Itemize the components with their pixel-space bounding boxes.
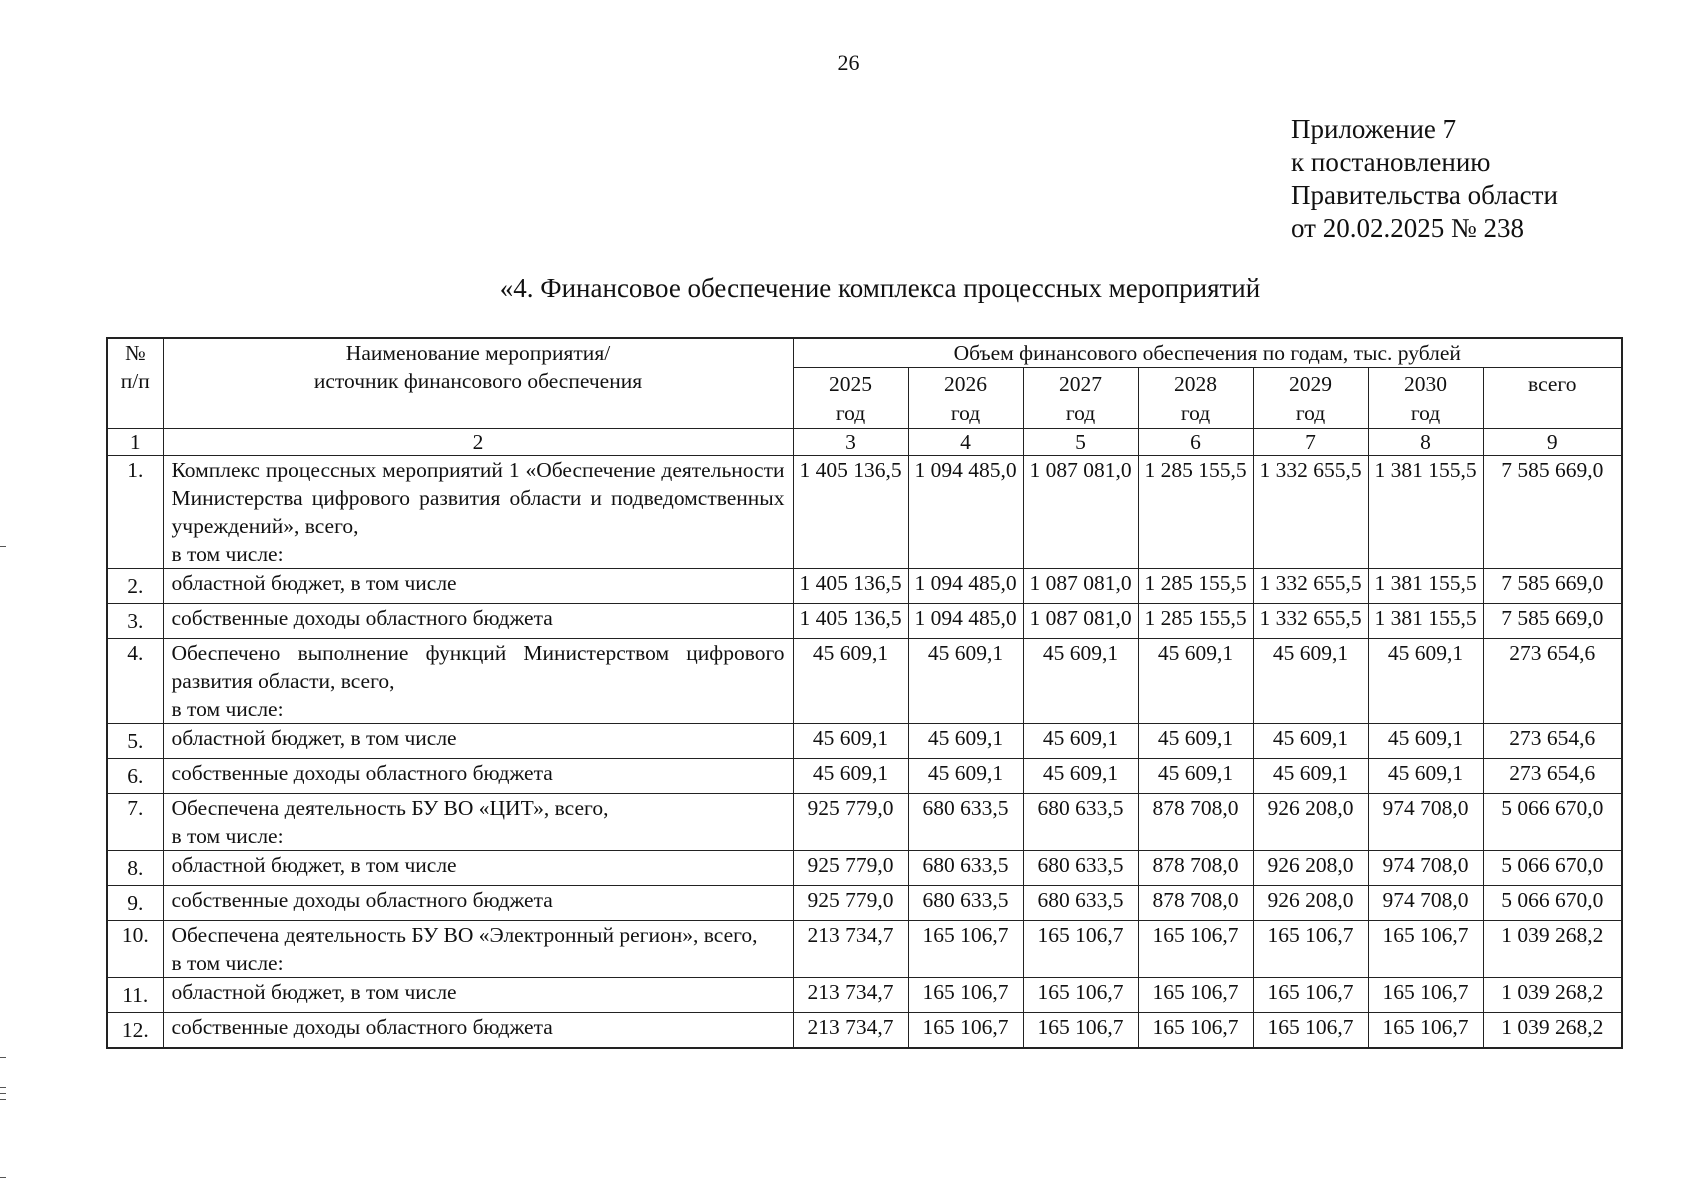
row-year-value: 165 106,7	[908, 978, 1023, 1013]
column-index: 7	[1253, 429, 1368, 456]
table-body	[107, 456, 1622, 1049]
row-name-cell	[163, 978, 793, 1013]
row-year-value: 1 087 081,0	[1023, 569, 1138, 604]
row-year-value: 45 609,1	[1368, 639, 1483, 724]
row-name-cell	[163, 794, 793, 851]
column-index: 1	[107, 429, 163, 456]
row-year-value: 165 106,7	[1253, 921, 1368, 978]
row-year-value: 165 106,7	[908, 1013, 1023, 1049]
row-year-value: 925 779,0	[793, 886, 908, 921]
margin-mark	[0, 1099, 6, 1100]
row-year-value: 165 106,7	[1368, 978, 1483, 1013]
row-year-value: 1 332 655,5	[1253, 456, 1368, 569]
header-num	[107, 338, 163, 429]
year-suffix: год	[1295, 401, 1326, 425]
row-total: 273 654,6	[1483, 724, 1622, 759]
row-number: 1.	[107, 456, 163, 569]
row-name-cell	[163, 639, 793, 724]
row-year-value: 45 609,1	[908, 639, 1023, 724]
row-year-value: 680 633,5	[1023, 851, 1138, 886]
appendix-line: Приложение 7	[1291, 114, 1457, 144]
row-year-value: 680 633,5	[908, 851, 1023, 886]
row-total: 7 585 669,0	[1483, 569, 1622, 604]
table-row	[107, 1013, 1622, 1049]
row-name-cell	[163, 1013, 793, 1049]
row-year-value: 45 609,1	[908, 724, 1023, 759]
row-year-value: 680 633,5	[1023, 794, 1138, 851]
row-total: 7 585 669,0	[1483, 456, 1622, 569]
row-year-value: 1 285 155,5	[1138, 604, 1253, 639]
row-number: 12.	[107, 1013, 163, 1049]
appendix-line: к постановлению	[1291, 147, 1491, 177]
row-year-value: 926 208,0	[1253, 794, 1368, 851]
row-total: 5 066 670,0	[1483, 851, 1622, 886]
column-index: 4	[908, 429, 1023, 456]
document-title: «4. Финансовое обеспечение комплекса процессных мероприятий	[499, 273, 1261, 303]
row-name: собственные доходы областного бюджета	[171, 1015, 553, 1039]
row-name: собственные доходы областного бюджета	[171, 761, 553, 785]
row-number: 5.	[107, 724, 163, 759]
header-year	[1253, 368, 1368, 429]
appendix-line: от 20.02.2025 № 238	[1291, 213, 1524, 243]
row-year-value: 45 609,1	[1253, 759, 1368, 794]
year-value: 2026	[944, 372, 987, 396]
margin-mark	[0, 1093, 6, 1094]
header-name-line2: источник финансового обеспечения	[313, 369, 643, 393]
margin-mark	[0, 1177, 6, 1178]
row-year-value: 1 381 155,5	[1368, 569, 1483, 604]
row-name: Обеспечена деятельность БУ ВО «Электронный регион», всего,	[171, 923, 758, 947]
year-value: 2029	[1289, 372, 1332, 396]
row-year-value: 1 405 136,5	[793, 604, 908, 639]
row-year-value: 1 285 155,5	[1138, 456, 1253, 569]
table-row	[107, 851, 1622, 886]
header-total: всего	[1483, 368, 1622, 429]
row-year-value: 165 106,7	[1253, 978, 1368, 1013]
row-year-value: 165 106,7	[1253, 1013, 1368, 1049]
column-index: 3	[793, 429, 908, 456]
row-total: 1 039 268,2	[1483, 978, 1622, 1013]
row-year-value: 165 106,7	[1368, 1013, 1483, 1049]
row-year-value: 165 106,7	[1368, 921, 1483, 978]
row-year-value: 45 609,1	[1138, 724, 1253, 759]
row-year-value: 1 332 655,5	[1253, 569, 1368, 604]
row-year-value: 926 208,0	[1253, 886, 1368, 921]
row-name: областной бюджет, в том числе	[171, 980, 457, 1004]
row-name-cell	[163, 604, 793, 639]
page-number: 26	[837, 50, 860, 75]
row-number: 10.	[107, 921, 163, 978]
margin-mark	[0, 1087, 6, 1088]
row-name: собственные доходы областного бюджета	[171, 888, 553, 912]
row-year-value: 45 609,1	[908, 759, 1023, 794]
row-number: 4.	[107, 639, 163, 724]
row-year-value: 1 405 136,5	[793, 456, 908, 569]
table-row	[107, 724, 1622, 759]
row-total: 273 654,6	[1483, 639, 1622, 724]
row-year-value: 1 285 155,5	[1138, 569, 1253, 604]
row-year-value: 45 609,1	[1023, 759, 1138, 794]
table-row	[107, 604, 1622, 639]
row-name: Обеспечена деятельность БУ ВО «ЦИТ», всего,	[171, 796, 609, 820]
row-year-value: 45 609,1	[1138, 639, 1253, 724]
row-year-value: 1 087 081,0	[1023, 456, 1138, 569]
row-name-cell	[163, 569, 793, 604]
header-year	[908, 368, 1023, 429]
row-number: 6.	[107, 759, 163, 794]
row-total: 1 039 268,2	[1483, 1013, 1622, 1049]
row-year-value: 974 708,0	[1368, 886, 1483, 921]
row-year-value: 1 094 485,0	[908, 456, 1023, 569]
row-year-value: 878 708,0	[1138, 886, 1253, 921]
header-name	[163, 338, 793, 429]
column-index: 8	[1368, 429, 1483, 456]
row-total: 5 066 670,0	[1483, 886, 1622, 921]
row-year-value: 165 106,7	[1023, 921, 1138, 978]
table-row	[107, 921, 1622, 978]
table-row	[107, 794, 1622, 851]
row-subtitle: в том числе:	[171, 824, 284, 848]
column-index: 5	[1023, 429, 1138, 456]
header-row	[107, 338, 1622, 368]
row-name: собственные доходы областного бюджета	[171, 606, 553, 630]
row-subtitle: в том числе:	[171, 697, 284, 721]
appendix-line: Правительства области	[1291, 180, 1558, 210]
financing-table	[106, 337, 1623, 1049]
table-row	[107, 886, 1622, 921]
row-number: 8.	[107, 851, 163, 886]
row-name-cell	[163, 759, 793, 794]
row-total: 5 066 670,0	[1483, 794, 1622, 851]
row-year-value: 45 609,1	[1253, 639, 1368, 724]
row-year-value: 213 734,7	[793, 921, 908, 978]
row-year-value: 1 381 155,5	[1368, 456, 1483, 569]
row-year-value: 878 708,0	[1138, 851, 1253, 886]
header-year	[1368, 368, 1483, 429]
header-num-line1: №	[124, 341, 146, 365]
header-name-line1: Наименование мероприятия/	[345, 341, 611, 365]
row-year-value: 165 106,7	[1023, 978, 1138, 1013]
row-name-cell	[163, 921, 793, 978]
margin-mark	[0, 1057, 6, 1058]
header-year	[1023, 368, 1138, 429]
year-value: 2030	[1404, 372, 1447, 396]
row-year-value: 974 708,0	[1368, 794, 1483, 851]
row-name: областной бюджет, в том числе	[171, 853, 457, 877]
year-value: 2028	[1174, 372, 1217, 396]
row-year-value: 45 609,1	[1023, 724, 1138, 759]
year-value: 2025	[829, 372, 872, 396]
row-year-value: 1 087 081,0	[1023, 604, 1138, 639]
row-number: 3.	[107, 604, 163, 639]
row-year-value: 680 633,5	[1023, 886, 1138, 921]
row-year-value: 45 609,1	[793, 639, 908, 724]
row-name: областной бюджет, в том числе	[171, 571, 457, 595]
header-volume: Объем финансового обеспечения по годам, тыс. рублей	[793, 338, 1622, 368]
header-num-line2: п/п	[120, 369, 150, 393]
row-year-value: 878 708,0	[1138, 794, 1253, 851]
row-year-value: 680 633,5	[908, 886, 1023, 921]
column-index: 9	[1483, 429, 1622, 456]
table-row	[107, 978, 1622, 1013]
year-suffix: год	[835, 401, 866, 425]
row-year-value: 1 381 155,5	[1368, 604, 1483, 639]
row-total: 273 654,6	[1483, 759, 1622, 794]
row-name: областной бюджет, в том числе	[171, 726, 457, 750]
row-year-value: 1 405 136,5	[793, 569, 908, 604]
row-name-cell	[163, 886, 793, 921]
header-year	[1138, 368, 1253, 429]
row-year-value: 45 609,1	[1368, 724, 1483, 759]
row-year-value: 926 208,0	[1253, 851, 1368, 886]
year-suffix: год	[1180, 401, 1211, 425]
table-row	[107, 456, 1622, 569]
year-value: 2027	[1059, 372, 1102, 396]
row-year-value: 974 708,0	[1368, 851, 1483, 886]
row-year-value: 1 332 655,5	[1253, 604, 1368, 639]
row-year-value: 165 106,7	[1138, 921, 1253, 978]
row-year-value: 45 609,1	[1023, 639, 1138, 724]
row-year-value: 925 779,0	[793, 851, 908, 886]
row-year-value: 1 094 485,0	[908, 604, 1023, 639]
row-number: 7.	[107, 794, 163, 851]
year-suffix: год	[1410, 401, 1441, 425]
row-name-cell	[163, 724, 793, 759]
row-name: Обеспечено выполнение функций Министерством цифрового развития области, всего,	[171, 641, 785, 693]
header-year	[793, 368, 908, 429]
row-year-value: 165 106,7	[908, 921, 1023, 978]
row-number: 11.	[107, 978, 163, 1013]
row-subtitle: в том числе:	[171, 542, 284, 566]
row-year-value: 45 609,1	[1368, 759, 1483, 794]
row-year-value: 165 106,7	[1138, 1013, 1253, 1049]
row-year-value: 165 106,7	[1023, 1013, 1138, 1049]
column-index: 6	[1138, 429, 1253, 456]
row-year-value: 45 609,1	[793, 759, 908, 794]
row-subtitle: в том числе:	[171, 951, 284, 975]
row-number: 2.	[107, 569, 163, 604]
year-suffix: год	[950, 401, 981, 425]
row-year-value: 1 094 485,0	[908, 569, 1023, 604]
row-year-value: 45 609,1	[1253, 724, 1368, 759]
row-name: Комплекс процессных мероприятий 1 «Обеспечение деятельности Министерства цифрового развития области и подведомственных учреждений», всего,	[171, 458, 785, 538]
row-year-value: 165 106,7	[1138, 978, 1253, 1013]
row-total: 7 585 669,0	[1483, 604, 1622, 639]
table-row	[107, 569, 1622, 604]
column-index: 2	[163, 429, 793, 456]
row-number: 9.	[107, 886, 163, 921]
row-total: 1 039 268,2	[1483, 921, 1622, 978]
row-year-value: 45 609,1	[1138, 759, 1253, 794]
margin-mark	[0, 546, 6, 547]
row-year-value: 680 633,5	[908, 794, 1023, 851]
row-year-value: 45 609,1	[793, 724, 908, 759]
row-year-value: 213 734,7	[793, 978, 908, 1013]
table-row	[107, 639, 1622, 724]
column-index-row	[107, 429, 1622, 456]
table-row	[107, 759, 1622, 794]
row-name-cell	[163, 456, 793, 569]
row-year-value: 925 779,0	[793, 794, 908, 851]
year-suffix: год	[1065, 401, 1096, 425]
row-year-value: 213 734,7	[793, 1013, 908, 1049]
row-name-cell	[163, 851, 793, 886]
appendix-block	[1291, 113, 1558, 245]
